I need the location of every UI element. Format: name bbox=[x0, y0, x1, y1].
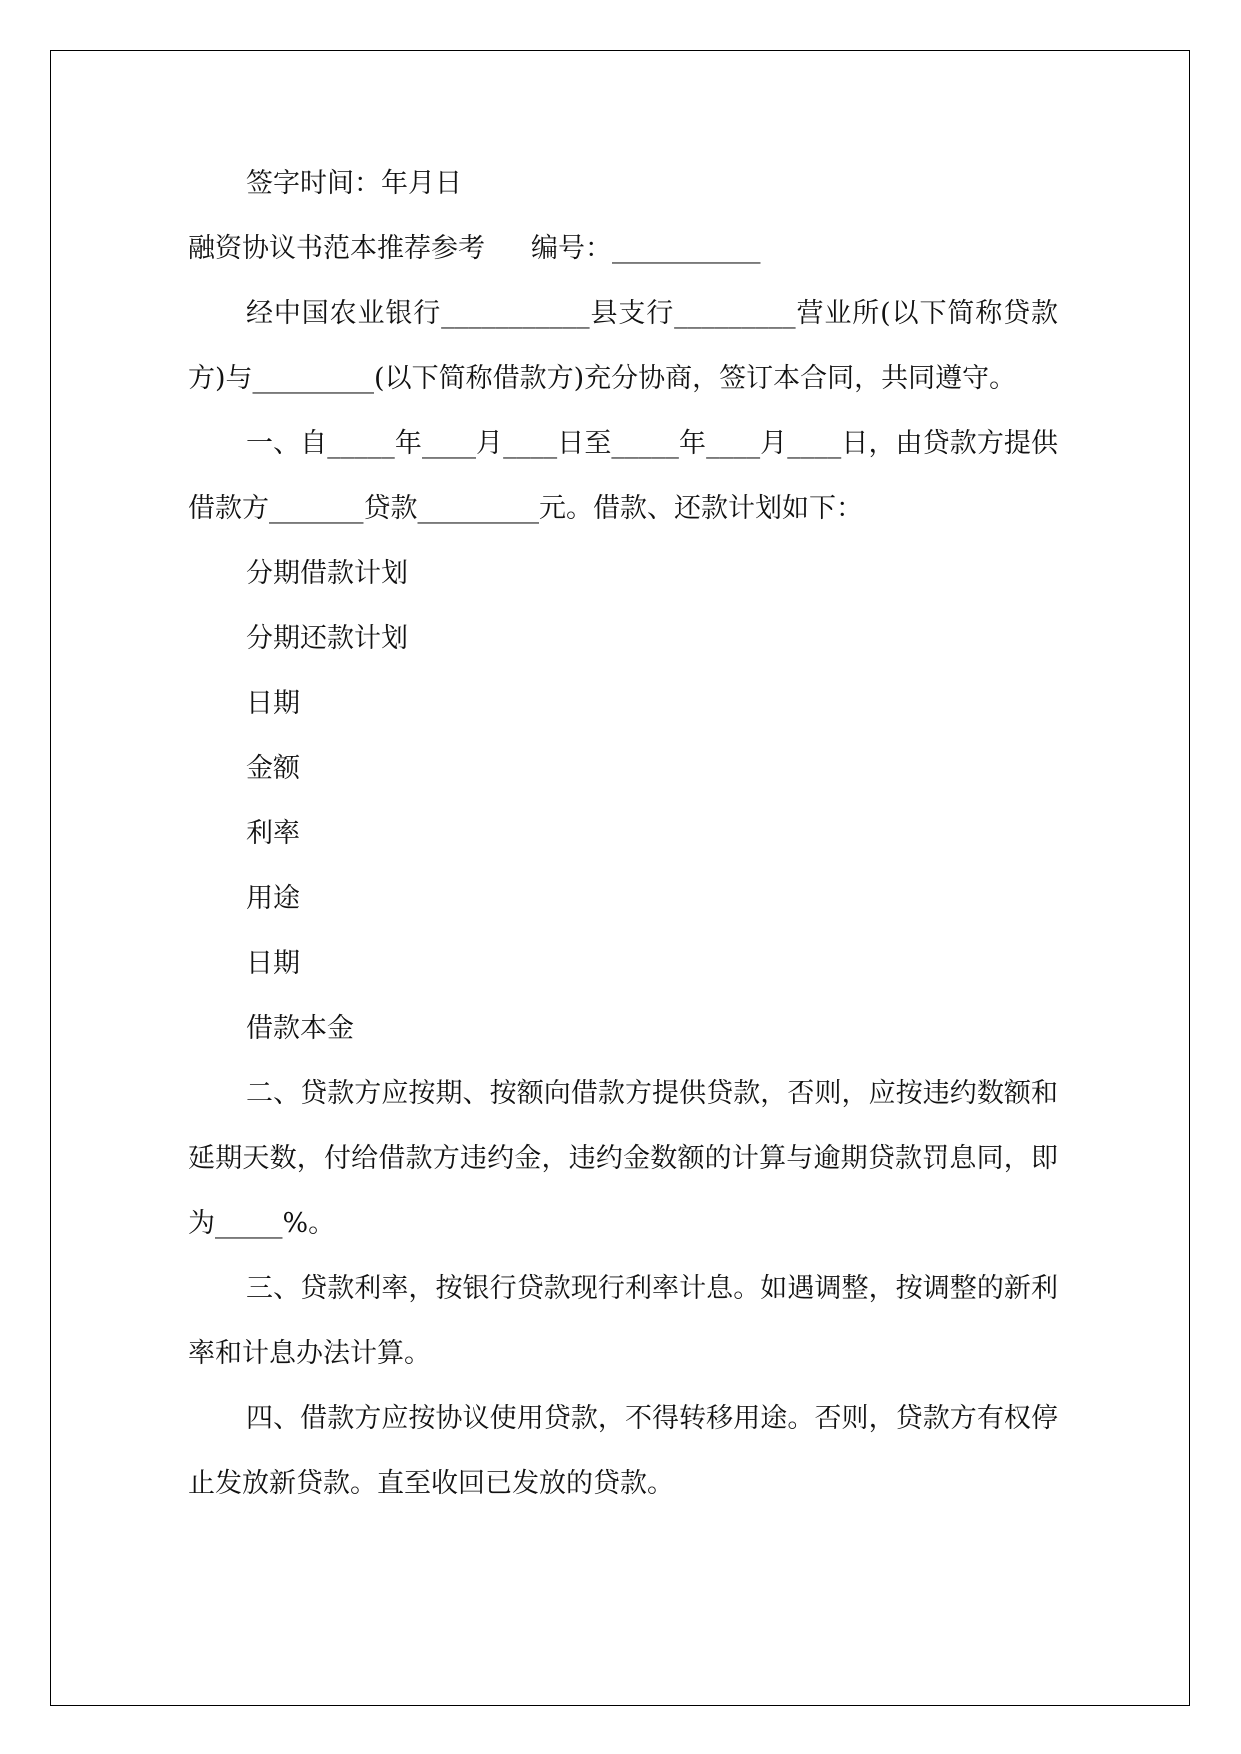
plan-item: 借款本金 bbox=[246, 1013, 354, 1044]
plan-item: 日期 bbox=[246, 948, 300, 979]
doc-number: 编号：___________ bbox=[531, 233, 761, 264]
sign-time: 签字时间：年月日 bbox=[246, 168, 462, 199]
doc-title: 融资协议书范本推荐参考 bbox=[188, 233, 485, 264]
clause-1: 一、自_____年____月____日至_____年____月____日，由贷款方提供借款方_______贷款_________元。借款、还款计划如下： bbox=[188, 428, 1058, 524]
plan-item: 用途 bbox=[246, 883, 300, 914]
clause-4: 四、借款方应按协议使用贷款，不得转移用途。否则，贷款方有权停止发放新贷款。直至收回已发放的贷款。 bbox=[188, 1403, 1058, 1499]
intro-paragraph: 经中国农业银行___________县支行_________营业所(以下简称贷款方)与_________(以下简称借款方)充分协商，签订本合同，共同遵守。 bbox=[188, 298, 1058, 394]
clause-3: 三、贷款利率，按银行贷款现行利率计息。如遇调整，按调整的新利率和计息办法计算。 bbox=[188, 1273, 1058, 1369]
plan-item: 利率 bbox=[246, 818, 300, 849]
document-body bbox=[188, 151, 1058, 1516]
plan-item: 分期还款计划 bbox=[246, 623, 408, 654]
clause-2: 二、贷款方应按期、按额向借款方提供贷款，否则，应按违约数额和延期天数，付给借款方违约金，违约金数额的计算与逾期贷款罚息同，即为_____%。 bbox=[188, 1078, 1058, 1239]
plan-item: 日期 bbox=[246, 688, 300, 719]
title-line bbox=[188, 216, 1058, 281]
plan-item: 金额 bbox=[246, 753, 300, 784]
plan-item: 分期借款计划 bbox=[246, 558, 408, 589]
